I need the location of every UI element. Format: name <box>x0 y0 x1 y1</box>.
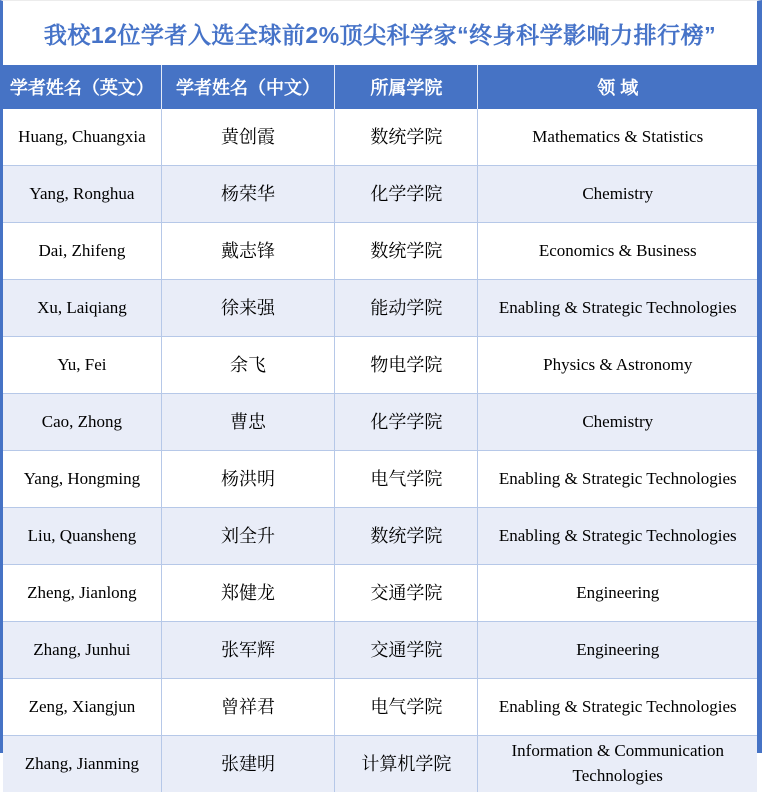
cell-field: Enabling & Strategic Technologies <box>478 451 757 508</box>
cell-college: 电气学院 <box>335 679 478 736</box>
table-row <box>3 508 757 565</box>
table-row <box>3 166 757 223</box>
table-row <box>3 679 757 736</box>
cell-name-cn: 张军辉 <box>161 622 334 679</box>
table-row <box>3 223 757 280</box>
cell-field: Engineering <box>478 622 757 679</box>
page-title <box>3 1 757 65</box>
cell-name-en: Liu, Quansheng <box>3 508 161 565</box>
cell-field: Enabling & Strategic Technologies <box>478 508 757 565</box>
title-text: 我校12位学者入选全球前2%顶尖科学家“终身科学影响力排行榜” <box>44 17 716 50</box>
cell-name-en: Cao, Zhong <box>3 394 161 451</box>
cell-name-cn: 戴志锋 <box>161 223 334 280</box>
cell-name-en: Xu, Laiqiang <box>3 280 161 337</box>
header-college: 所属学院 <box>335 65 478 109</box>
cell-college: 化学学院 <box>335 394 478 451</box>
cell-college: 电气学院 <box>335 451 478 508</box>
cell-name-cn: 杨洪明 <box>161 451 334 508</box>
cell-name-cn: 黄创霞 <box>161 109 334 166</box>
table-row <box>3 394 757 451</box>
cell-college: 数统学院 <box>335 109 478 166</box>
cell-field: Economics & Business <box>478 223 757 280</box>
cell-college: 能动学院 <box>335 280 478 337</box>
cell-name-cn: 刘全升 <box>161 508 334 565</box>
cell-field: Chemistry <box>478 166 757 223</box>
table-row <box>3 109 757 166</box>
header-name-cn: 学者姓名（中文） <box>161 65 334 109</box>
cell-name-cn: 徐来强 <box>161 280 334 337</box>
cell-name-cn: 曹忠 <box>161 394 334 451</box>
table-row <box>3 337 757 394</box>
table-row <box>3 622 757 679</box>
cell-field: Enabling & Strategic Technologies <box>478 679 757 736</box>
cell-college: 交通学院 <box>335 622 478 679</box>
cell-field: Physics & Astronomy <box>478 337 757 394</box>
cell-name-cn: 曾祥君 <box>161 679 334 736</box>
cell-field: Information & Communication Technologies <box>478 736 757 792</box>
table-row <box>3 565 757 622</box>
cell-name-cn: 郑健龙 <box>161 565 334 622</box>
cell-name-en: Zhang, Jianming <box>3 736 161 792</box>
header-name-en: 学者姓名（英文） <box>3 65 161 109</box>
cell-college: 化学学院 <box>335 166 478 223</box>
table-header-row <box>3 65 757 109</box>
cell-name-en: Yang, Ronghua <box>3 166 161 223</box>
cell-name-en: Yang, Hongming <box>3 451 161 508</box>
cell-name-cn: 杨荣华 <box>161 166 334 223</box>
cell-field: Mathematics & Statistics <box>478 109 757 166</box>
scholars-table <box>3 65 757 792</box>
header-field: 领 域 <box>478 65 757 109</box>
table-row <box>3 280 757 337</box>
cell-field: Enabling & Strategic Technologies <box>478 280 757 337</box>
cell-college: 交通学院 <box>335 565 478 622</box>
cell-name-en: Zhang, Junhui <box>3 622 161 679</box>
cell-name-en: Dai, Zhifeng <box>3 223 161 280</box>
cell-name-en: Zeng, Xiangjun <box>3 679 161 736</box>
cell-name-en: Huang, Chuangxia <box>3 109 161 166</box>
cell-name-en: Yu, Fei <box>3 337 161 394</box>
cell-name-en: Zheng, Jianlong <box>3 565 161 622</box>
cell-college: 数统学院 <box>335 223 478 280</box>
cell-name-cn: 张建明 <box>161 736 334 792</box>
cell-college: 计算机学院 <box>335 736 478 792</box>
cell-name-cn: 余飞 <box>161 337 334 394</box>
table-row <box>3 451 757 508</box>
cell-college: 数统学院 <box>335 508 478 565</box>
cell-field: Engineering <box>478 565 757 622</box>
table-row <box>3 736 757 792</box>
cell-college: 物电学院 <box>335 337 478 394</box>
cell-field: Chemistry <box>478 394 757 451</box>
